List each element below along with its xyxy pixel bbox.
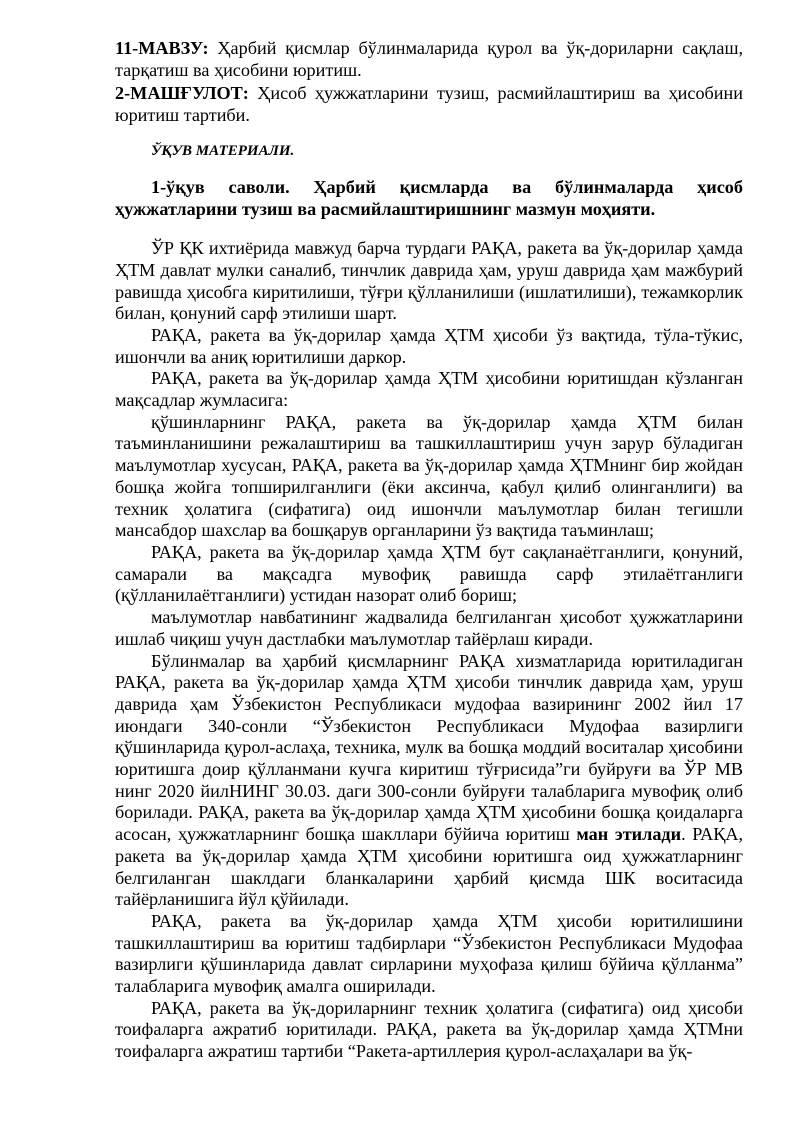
paragraph-1: ЎР ҚК ихтиёрида мавжуд барча турдаги РАҚА, ракета ва ўқ-дорилар ҳамда ҲТМ давлат мулки саналиб, тинчлик даврида ҳам, уруш даврида ҳам мажбурий равишда ҳисобга киритилиши, тўғри қўлланилиши (ишлатилиши), тежамкорлик билан, қонуний сарф этилиши шарт. [115,238,743,324]
paragraph-7-part-a: Бўлинмалар ва ҳарбий қисмларнинг РАҚА хизматларида юритиладиган РАҚА, ракета ва ўқ-дорилар ҳамда ҲТМ ҳисоби тинчлик даврида ҳам, уруш даврида ҳам Ўзбекистон Республикаси мудофаа вазирининг 2002 йил 17 июндаги 340-сонли “Ўзбекистон Республикаси Мудофаа вазирлиги қўшинларида қурол-аслаҳа, техника, мулк ва бошқа моддий воситалар ҳисобини юритишга доир қўлланмани кучга киритиш тўғрисида”ги буйруғи ва ЎР МВ нинг 2020 йилНИНГ 30.03. даги 300-сонли буйруғи талабларига мувофиқ олиб борилади. РАҚА, ракета ва ўқ-дорилар ҳамда ҲТМ ҳисобини бошқа қоидаларга асосан, ҳужжатларнинг бошқа шакллари бўйича юритиш [115,650,743,845]
paragraph-8: РАҚА, ракета ва ўқ-дорилар ҳамда ҲТМ ҳисоби юритилишини ташкиллаштириш ва юритиш тадбирлари “Ўзбекистон Республикаси Мудофаа вазирлиги қўшинларида давлат сирларини муҳофаза қилиш бўйича қўлланма” талабларига мувофиқ амалга оширилади. [115,910,743,997]
lesson-label: 2-МАШҒУЛОТ: [115,83,249,104]
section-title: ЎҚУВ МАТЕРИАЛИ. [151,143,295,160]
topic-line [115,38,743,81]
paragraph-3: РАҚА, ракета ва ўқ-дорилар ҳамда ҲТМ ҳисобини юритишдан кўзланган мақсадлар жумласига: [115,368,743,411]
question-heading: 1-ўқув саволи. Ҳарбий қисмларда ва бўлинмаларда ҳисоб ҳужжатларини тузиш ва расмийлаштиришнинг мазмун моҳияти. [115,176,743,219]
paragraph-4: қўшинларнинг РАҚА, ракета ва ўқ-дорилар ҳамда ҲТМ билан таъминланишини режалаштириш ва ташкиллаштириш учун зарур бўладиган маълумотлар хусусан, РАҚА, ракета ва ўқ-дорилар ҳамда ҲТМнинг бир жойдан бошқа жойга топширилганлиги (ёки аксинча, қабул қилиб олинганлиги) ва техник ҳолатига (сифатига) оид ишончли маълумотлар билан тегишли мансабдор шахслар ва бошқарув органларини ўз вақтида таъминлаш; [115,411,743,541]
paragraph-9: РАҚА, ракета ва ўқ-дориларнинг техник ҳолатига (сифатига) оид ҳисоби тоифаларга ажратиб юритилади. РАҚА, ракета ва ўқ-дорилар ҳамда ҲТМни тоифаларга ажратиш тартиби “Ракета-артиллерия қурол-аслаҳалари ва ўқ- [115,997,743,1062]
topic-text: Ҳарбий қисмлар бўлинмаларида қурол ва ўқ-дориларни сақлаш, тарқатиш ва ҳисобини юритиш. [115,38,743,80]
paragraph-6: маълумотлар навбатининг жадвалида белгиланган ҳисобот ҳужжатларини ишлаб чиқиш учун дастлабки маълумотлар тайёрлаш киради. [115,607,743,649]
paragraph-2: РАҚА, ракета ва ўқ-дорилар ҳамда ҲТМ ҳисоби ўз вақтида, тўла-тўкис, ишончли ва аниқ юритилиши даркор. [115,324,743,367]
topic-label: 11-МАВЗУ: [115,38,209,58]
paragraph-7 [115,651,743,911]
paragraph-5: РАҚА, ракета ва ўқ-дорилар ҳамда ҲТМ бут сақланаётганлиги, қонуний, самарали ва мақсадга мувофиқ равишда сарф этилаётганлиги (қўлланилаётганлиги) устидан назорат олиб бориш; [115,542,743,606]
lesson-text: Ҳисоб ҳужжатларини тузиш, расмийлаштириш ва ҳисобини юритиш тартиби. [115,83,743,125]
lesson-line [115,83,743,126]
document-content [115,38,743,1063]
paragraph-7-part-b: . РАҚА, ракета ва ўқ-дорилар ҳамда ҲТМ ҳисобини юритишга оид ҳужжатларнинг белгиланган шаклдаги бланкаларини ҳарбий қисмда ШК воситасида тайёрланишига йўл қўйилади. [115,824,744,910]
paragraph-7-emphasis: ман этилади [576,824,682,845]
